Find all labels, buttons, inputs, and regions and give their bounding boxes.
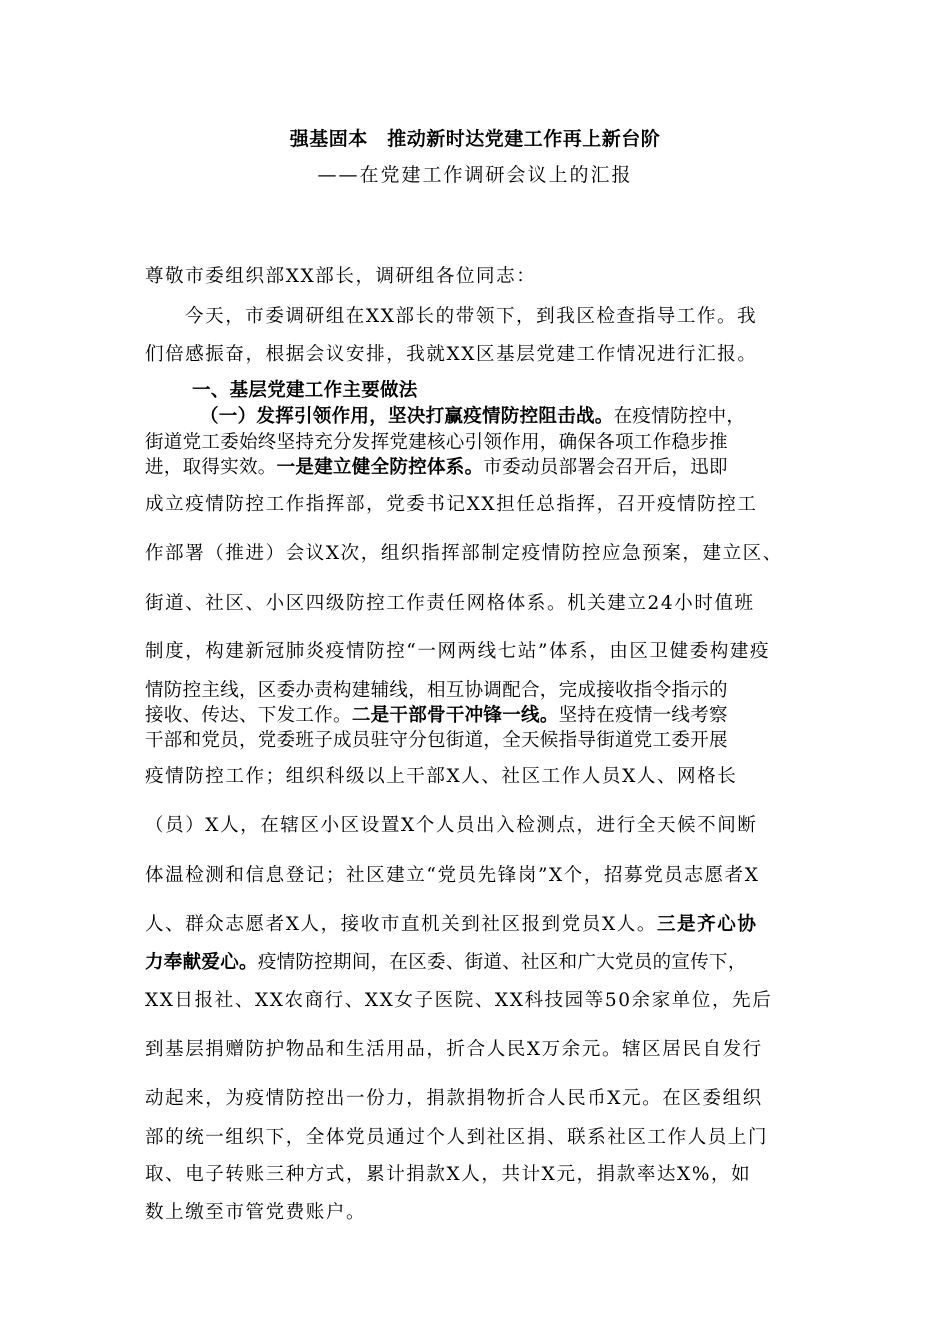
point-heading: 二是干部骨干冲锋一线。 [351, 705, 559, 726]
paragraph-line: XX日报社、XX农商行、XX女子医院、XX科技园等50余家单位，先后 [145, 990, 773, 1011]
inline-text: 在疫情防控中， [613, 406, 746, 427]
point-heading: 力奉献爱心。 [145, 952, 258, 973]
paragraph-line [145, 948, 825, 974]
paragraph-line [200, 402, 825, 428]
paragraph-line: 街道、社区、小区四级防控工作责任网格体系。机关建立24小时值班 [145, 593, 755, 614]
point-heading: 一是建立健全防控体系。 [276, 457, 484, 478]
paragraph-line: 数上缴至市管党费账户。 [145, 1202, 367, 1223]
paragraph-line: 到基层捐赠防护物品和生活用品，折合人民X万余元。辖区居民自发行 [145, 1039, 763, 1060]
inline-text: 坚持在疫情一线考察 [558, 705, 728, 726]
paragraph-line: 制度，构建新冠肺炎疫情防控“一网两线七站”体系，由区卫健委构建疫 [145, 641, 771, 662]
inline-text: 接收、传达、下发工作。 [145, 705, 352, 726]
inline-text: 人、群众志愿者X人，接收市直机关到社区报到党员X人。 [145, 914, 657, 935]
paragraph-line [145, 701, 825, 727]
section-heading: 一、基层党建工作主要做法 [192, 380, 418, 401]
document-title: 强基固本 推动新时达党建工作再上新台阶 [289, 128, 661, 150]
inline-text: 市委动员部署会召开后，迅即 [483, 457, 728, 478]
subsection-heading: （一）发挥引领作用，坚决打赢疫情防控阻击战。 [200, 406, 614, 427]
paragraph-line: 动起来，为疫情防控出一份力，捐款捐物折合人民币X元。在区委组织 [145, 1088, 763, 1109]
inline-text: 进，取得实效。 [145, 457, 277, 478]
paragraph-line: 疫情防控工作；组织科级以上干部X人、社区工作人员X人、网格长 [145, 766, 738, 787]
paragraph-line: 体温检测和信息登记；社区建立“党员先锋岗”X个，招募党员志愿者X [145, 865, 760, 886]
paragraph-line [145, 453, 825, 479]
document-subtitle: ——在党建工作调研会议上的汇报 [317, 164, 633, 186]
paragraph-line: 们倍感振奋，根据会议安排，我就XX区基层党建工作情况进行汇报。 [145, 344, 758, 365]
paragraph-line: 干部和党员，党委班子成员驻守分包街道，全天候指导街道党工委开展 [145, 730, 728, 751]
paragraph-line: 取、电子转账三种方式，累计捐款X人，共计X元，捐款率达X%，如 [145, 1164, 752, 1185]
paragraph-line: 成立疫情防控工作指挥部，党委书记XX担任总指挥，召开疫情防控工 [145, 494, 758, 515]
paragraph-line: 今天，市委调研组在XX部长的带领下，到我区检查指导工作。我 [185, 306, 758, 327]
paragraph-line [145, 910, 825, 936]
paragraph-line: 情防控主线，区委办责构建辅线，相互协调配合，完成接收指令指示的 [145, 680, 728, 701]
paragraph-line: 作部署（推进）会议X次，组织指挥部制定疫情防控应急预案，建立区、 [145, 543, 783, 564]
point-heading: 三是齐心协 [656, 914, 758, 935]
salutation: 尊敬市委组织部XX部长，调研组各位同志： [145, 266, 537, 287]
inline-text: 疫情防控期间，在区委、街道、社区和广大党员的宣传下， [257, 952, 747, 973]
paragraph-line: （员）X人，在辖区小区设置X个人员出入检测点，进行全天候不间断 [145, 815, 758, 836]
paragraph-line: 部的统一组织下，全体党员通过个人到社区捐、联系社区工作人员上门 [145, 1127, 769, 1148]
paragraph-line: 街道党工委始终坚持充分发挥党建核心引领作用，确保各项工作稳步推 [145, 432, 728, 453]
